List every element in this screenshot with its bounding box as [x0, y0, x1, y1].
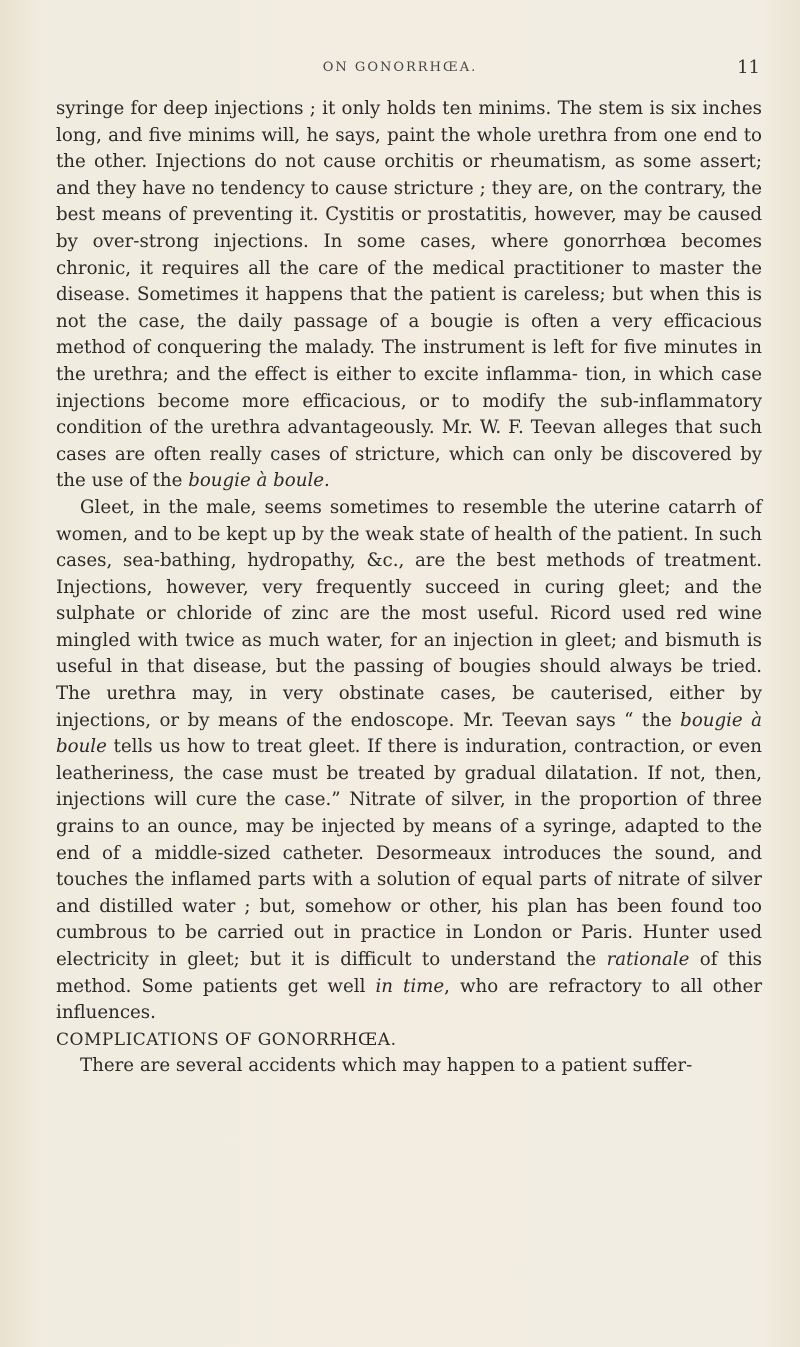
page-header [40, 57, 760, 84]
italic-phrase: bougie à boule. [188, 470, 330, 492]
text-run: Gleet, in the male, seems sometimes to resemble the uterine catarrh of women, and to be kept up by the weak state of health of the patient. In such cases, sea-bathing, hydropathy, &c., are the best methods of treatment. Injections, however, very frequently succeed in curing gleet; and the sulphate or chloride of zinc are the most useful. Ricord used red wine mingled with twice as much water, for an injection in gleet; and bismuth is useful in that disease, but the passing of bougies should always be tried. The urethra may, in very obstinate cases, be cauterised, either by injections, or by means of the endoscope. Mr. Teevan says “ the [56, 496, 762, 731]
section-heading: COMPLICATIONS OF GONORRHŒA. [56, 1029, 397, 1050]
paragraph-complications: There are several accidents which may happen to a patient suffer- [80, 1055, 693, 1077]
italic-phrase: in time [375, 975, 445, 997]
paragraph-gleet [56, 495, 762, 1027]
running-title: ON GONORRHŒA. [322, 60, 478, 75]
paragraph-injections [56, 96, 762, 495]
text-run: , who are refractory to all other influences. [56, 975, 763, 1024]
italic-phrase: bougie à boule [56, 709, 762, 758]
body-text [56, 96, 762, 1080]
italic-phrase: rationale [606, 949, 690, 970]
text-run: tells us how to treat gleet. If there is induration, contraction, or even leatheriness, the case must be treated by gradual dilatation. If not, then, injections will cure the case.” Nitrate of silver, in the proportion of three grains to an ounce, may be injected by means of a syringe, adapted to the end of a middle-sized catheter. Desormeaux introduces the sound, and touches the inflamed parts with a solution of equal parts of nitrate of silver and distilled water ; but, somehow or other, his plan has been found too cumbrous to be carried out in practice in London or Paris. Hunter used electricity in gleet; but it is difficult to understand the [56, 736, 762, 970]
page-number: 11 [737, 57, 760, 78]
text-run: of this method. Some patients get well [56, 949, 763, 997]
text-run: syringe for deep injections ; it only holds ten minims. The stem is six inches long, and five minims will, he says, paint the whole urethra from one end to the other. Injections do not cause orchitis or rheumatism, as some assert; and they have no tendency to cause stricture ; they are, on the contrary, the best means of preventing it. Cystitis or prostatitis, however, may be caused by over-strong injections. In some cases, where gonorrhœa becomes chronic, it requires all the care of the medical practitioner to master the disease. Sometimes it happens that the patient is careless; but when this is not the case, the daily passage of a bougie is often a very efficacious method of conquering the malady. The instrument is left for five minutes in the urethra; and the effect is either to excite inflamma- tion, in which case injections become more efficacious, or to modify the sub-inflammatory condition of the urethra advantageously. Mr. W. F. Teevan alleges that such cases are often really cases of stricture, which can only be discovered by the use of the [56, 98, 762, 492]
